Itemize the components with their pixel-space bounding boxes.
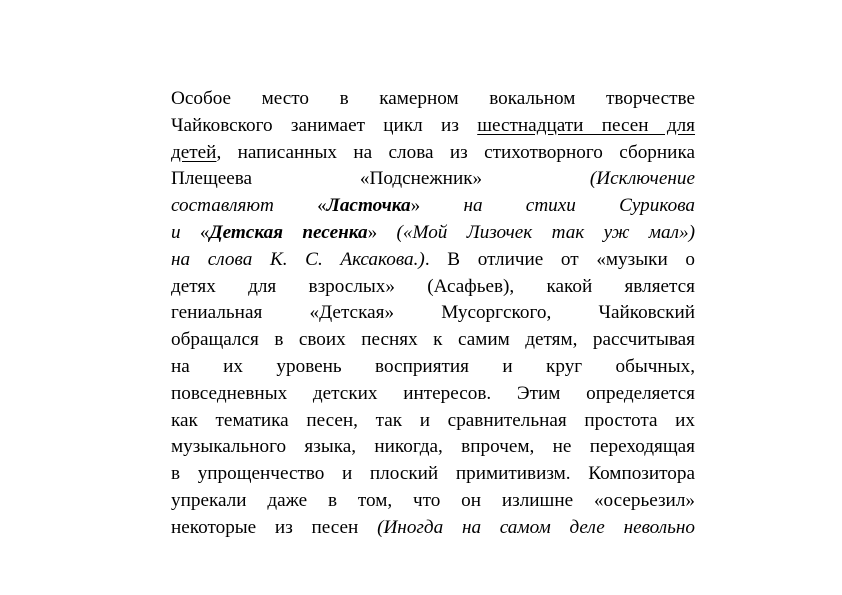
text-line <box>171 354 695 381</box>
text-segment: гениальная «Детская» Мусоргского, Чайковский <box>171 302 695 324</box>
text-line <box>171 86 695 113</box>
text-segment: в упрощенчество и плоский примитивизм. Композитора <box>171 463 695 485</box>
text-line <box>171 434 695 461</box>
text-line <box>171 461 695 488</box>
text-segment: составляют <box>171 195 318 217</box>
text-segment: » <box>410 195 421 217</box>
text-segment: Ласточка <box>326 195 411 217</box>
text-segment: Плещеева <box>171 168 253 190</box>
text-line <box>171 408 695 435</box>
text-line <box>171 381 695 408</box>
text-segment: Детская песенка <box>209 221 368 243</box>
underlined-link-text[interactable]: детей <box>171 141 217 163</box>
text-segment: повседневных детских интересов. Этим определяется <box>171 382 695 404</box>
text-line <box>171 274 695 301</box>
text-line <box>171 193 695 220</box>
text-segment: упрекали даже в том, что он излишне «осерьезил» <box>171 489 695 511</box>
text-segment: на слова К. С. Аксакова.) <box>171 248 425 270</box>
text-segment: на стихи Сурикова <box>420 195 695 217</box>
text-segment <box>252 168 360 189</box>
text-line <box>171 515 695 542</box>
text-line <box>171 300 695 327</box>
text-segment: Особое место в камерном вокальном творчестве <box>171 88 695 109</box>
text-line <box>171 488 695 515</box>
underlined-link-text[interactable]: шестнадцати песен для <box>477 114 696 136</box>
text-segment: (Исключение <box>589 168 695 190</box>
text-line <box>171 247 695 274</box>
text-line <box>171 166 695 193</box>
text-segment: на их уровень восприятия и круг обычных, <box>171 355 695 377</box>
text-segment: , написанных на слова из стихотворного сборника <box>216 141 695 163</box>
text-segment: « <box>317 195 327 217</box>
text-line <box>171 327 695 354</box>
text-segment: («Мой Лизочек так уж мал») <box>377 221 695 243</box>
text-segment: «Подснежник» <box>359 168 590 190</box>
text-segment: (Иногда на самом деле невольно <box>377 516 695 538</box>
text-segment: » <box>367 221 378 243</box>
text-segment: обращался в своих песнях к самим детям, рассчитывая <box>171 329 695 351</box>
text-line <box>171 140 695 167</box>
text-segment: детях для взрослых» (Асафьев), какой является <box>171 275 695 297</box>
text-segment: музыкального языка, никогда, впрочем, не переходящая <box>171 436 695 458</box>
text-segment: . В отличие от «музыки о <box>424 248 695 270</box>
text-segment: Чайковского занимает цикл из <box>171 114 478 136</box>
body-paragraph <box>171 86 695 542</box>
text-line <box>171 113 695 140</box>
text-segment: « <box>199 221 210 243</box>
text-line <box>171 220 695 247</box>
text-segment: как тематика песен, так и сравнительная простота их <box>171 409 695 431</box>
text-segment: и <box>171 221 200 243</box>
text-segment: некоторые из песен <box>171 516 378 538</box>
